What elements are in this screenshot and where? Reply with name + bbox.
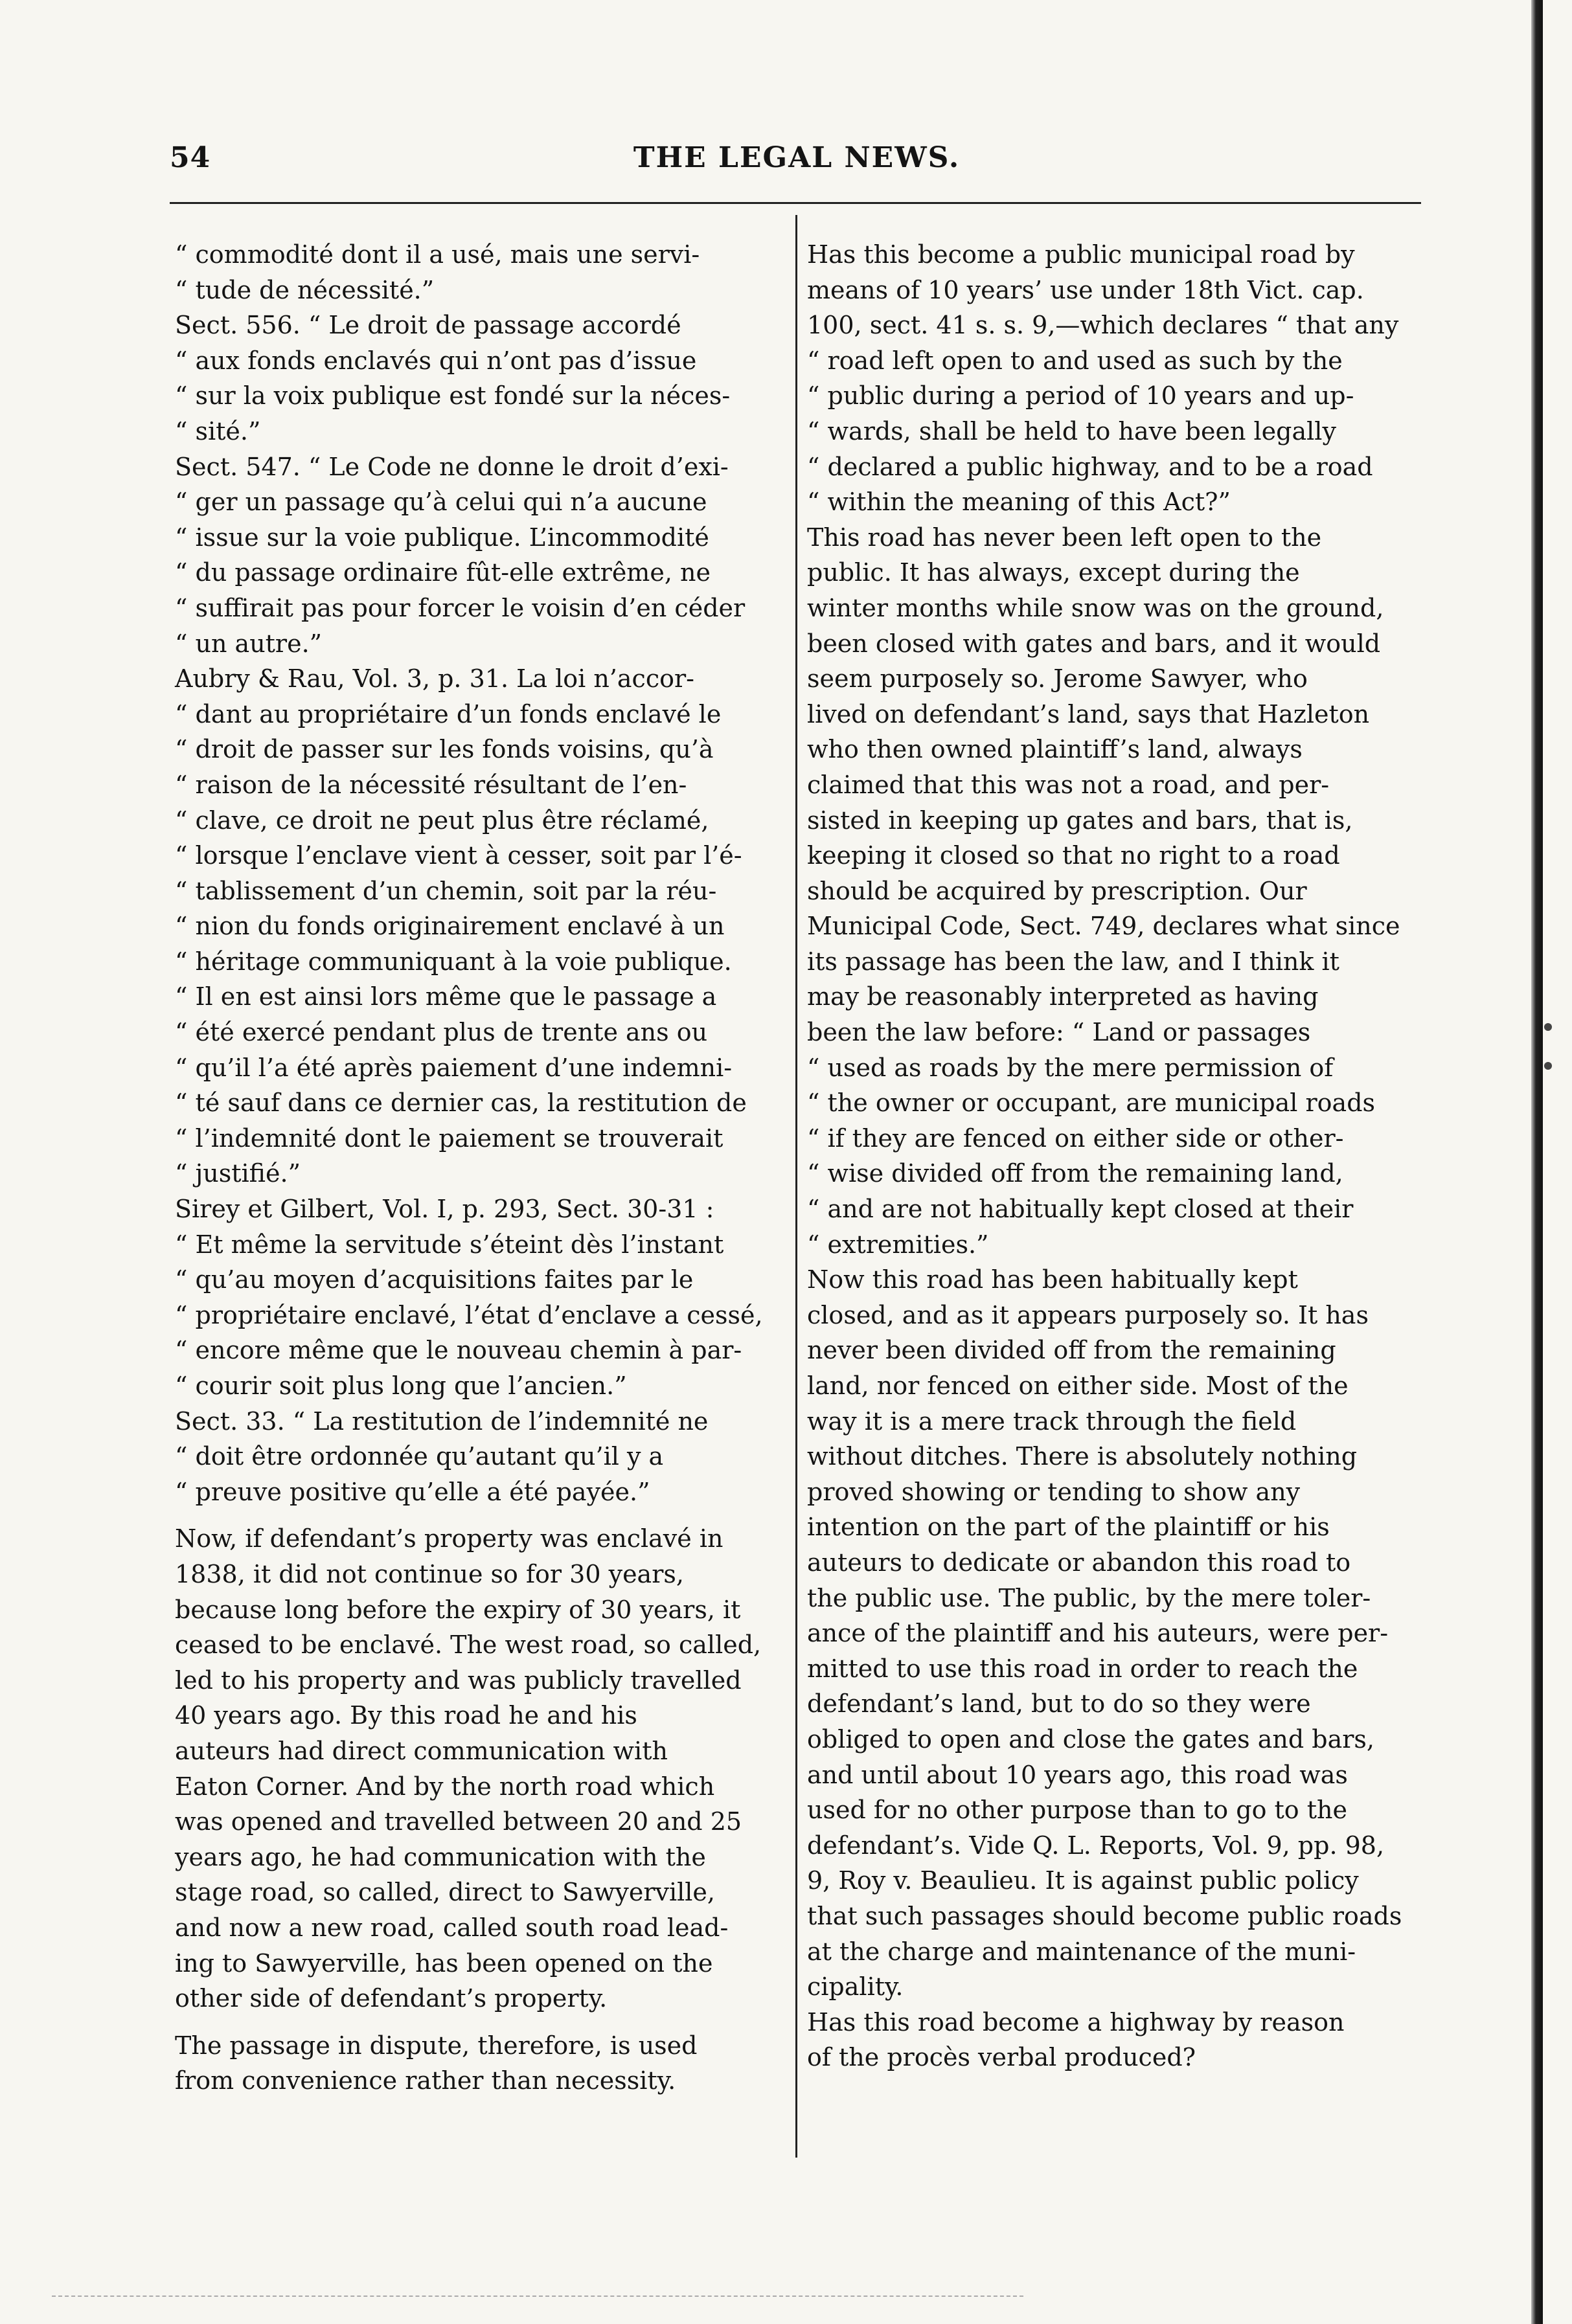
text-line: 1838, it did not continue so for 30 years,	[175, 1559, 684, 1588]
text-line: stage road, so called, direct to Sawyerville,	[175, 1878, 715, 1907]
text-line: “ suffirait pas pour forcer le voisin d’en céder	[175, 593, 746, 622]
text-line: “ l’indemnité dont le paiement se trouverait	[175, 1123, 723, 1153]
text-line: auteurs had direct communication with	[175, 1736, 668, 1765]
running-head-title: THE LEGAL NEWS.	[633, 141, 961, 174]
text-line: “ raison de la nécessité résultant de l’en-	[175, 770, 687, 799]
text-line: lived on defendant’s land, says that Hazleton	[807, 699, 1370, 728]
page-number: 54	[170, 141, 211, 174]
scan-speckle-line	[52, 2296, 1023, 2297]
text-line: Sect. 547. “ Le Code ne donne le droit d’exi-	[175, 452, 729, 481]
text-line: years ago, he had communication with the	[175, 1842, 706, 1871]
text-line: the public use. The public, by the mere toler-	[807, 1583, 1371, 1612]
text-line: way it is a mere track through the field	[807, 1406, 1297, 1436]
text-line: proved showing or tending to show any	[807, 1477, 1301, 1506]
text-line: “ clave, ce droit ne peut plus être réclamé,	[175, 806, 709, 835]
paragraph-gap	[175, 2016, 780, 2028]
page-edge-shadow	[1531, 0, 1543, 2324]
text-line: winter months while snow was on the ground,	[807, 593, 1384, 622]
text-line: “ and are not habitually kept closed at their	[807, 1195, 1354, 1224]
text-line: “ public during a period of 10 years and up-	[807, 381, 1354, 411]
text-line: auteurs to dedicate or abandon this road to	[807, 1548, 1351, 1577]
text-line: Has this road become a highway by reason	[807, 2007, 1345, 2036]
right-column	[807, 237, 1412, 2075]
text-line: “ used as roads by the mere permission of	[807, 1053, 1334, 1082]
text-line: “ tude de nécessité.”	[175, 275, 435, 304]
text-line: “ lorsque l’enclave vient à cesser, soit par l’é-	[175, 841, 742, 870]
text-line: “ sur la voix publique est fondé sur la néces-	[175, 381, 731, 411]
text-line: may be reasonably interpreted as having	[807, 982, 1319, 1011]
text-line: been closed with gates and bars, and it would	[807, 629, 1381, 658]
text-line: means of 10 years’ use under 18th Vict. cap.	[807, 275, 1364, 304]
text-line: never been divided off from the remaining	[807, 1336, 1336, 1365]
text-line: This road has never been left open to the	[807, 523, 1322, 552]
text-line: and until about 10 years ago, this road was	[807, 1760, 1348, 1789]
text-line: “ preuve positive qu’elle a été payée.”	[175, 1477, 650, 1506]
paragraph-gap	[175, 1509, 780, 1521]
text-line: defendant’s land, but to do so they were	[807, 1689, 1311, 1719]
text-line: “ qu’il l’a été après paiement d’une indemni-	[175, 1053, 733, 1082]
text-line: “ courir soit plus long que l’ancien.”	[175, 1371, 627, 1400]
text-line: its passage has been the law, and I think it	[807, 947, 1339, 976]
text-line: “ nion du fonds originairement enclavé à un	[175, 912, 725, 941]
text-line: that such passages should become public roads	[807, 1901, 1402, 1930]
text-line: who then owned plaintiff’s land, always	[807, 735, 1303, 764]
text-line: without ditches. There is absolutely nothing	[807, 1442, 1358, 1471]
page-edge-mark	[1544, 1062, 1552, 1070]
text-line: was opened and travelled between 20 and 25	[175, 1807, 742, 1836]
text-line: seem purposely so. Jerome Sawyer, who	[807, 664, 1308, 694]
text-line: “ ger un passage qu’à celui qui n’a aucune	[175, 488, 707, 517]
text-line: “ declared a public highway, and to be a road	[807, 452, 1373, 481]
text-line: The passage in dispute, therefore, is used	[175, 2031, 698, 2060]
text-line: “ tablissement d’un chemin, soit par la réu-	[175, 876, 717, 905]
text-line: Aubry & Rau, Vol. 3, p. 31. La loi n’accor-	[175, 664, 694, 694]
left-column	[175, 237, 780, 2099]
column-divider	[795, 215, 797, 2158]
text-line: of the procès verbal produced?	[807, 2043, 1196, 2072]
text-line: should be acquired by prescription. Our	[807, 876, 1307, 905]
text-line: been the law before: “ Land or passages	[807, 1018, 1311, 1047]
text-line: Has this become a public municipal road by	[807, 240, 1355, 269]
text-line: “ encore même que le nouveau chemin à par-	[175, 1336, 742, 1365]
text-line: “ du passage ordinaire fût-elle extrême, ne	[175, 558, 711, 587]
text-line: “ droit de passer sur les fonds voisins, qu’à	[175, 735, 714, 764]
text-line: “ within the meaning of this Act?”	[807, 488, 1231, 517]
text-line: led to his property and was publicly travelled	[175, 1665, 742, 1695]
text-line: “ Et même la servitude s’éteint dès l’instant	[175, 1230, 724, 1259]
text-line: “ Il en est ainsi lors même que le passage a	[175, 982, 717, 1011]
text-line: “ doit être ordonnée qu’autant qu’il y a	[175, 1442, 664, 1471]
text-line: “ dant au propriétaire d’un fonds enclavé le	[175, 699, 722, 728]
text-line: “ propriétaire enclavé, l’état d’enclave a cessé,	[175, 1300, 763, 1329]
text-line: 100, sect. 41 s. s. 9,—which declares “ that any	[807, 311, 1399, 340]
text-line: ceased to be enclavé. The west road, so called,	[175, 1630, 762, 1660]
text-line: “ té sauf dans ce dernier cas, la restitution de	[175, 1089, 747, 1118]
text-line: sisted in keeping up gates and bars, that is,	[807, 806, 1353, 835]
text-line: Eaton Corner. And by the north road which	[175, 1772, 715, 1801]
text-line: Sect. 33. “ La restitution de l’indemnité ne	[175, 1406, 709, 1436]
text-line: “ été exercé pendant plus de trente ans ou	[175, 1018, 708, 1047]
text-line: defendant’s. Vide Q. L. Reports, Vol. 9, pp. 98,	[807, 1831, 1385, 1860]
text-line: “ road left open to and used as such by the	[807, 346, 1343, 375]
text-line: Now, if defendant’s property was enclavé in	[175, 1524, 723, 1553]
text-line: “ qu’au moyen d’acquisitions faites par le	[175, 1265, 694, 1294]
text-line: Now this road has been habitually kept	[807, 1265, 1298, 1294]
text-line: mitted to use this road in order to reach the	[807, 1654, 1358, 1683]
text-line: Municipal Code, Sect. 749, declares what since	[807, 912, 1400, 941]
text-line: “ the owner or occupant, are municipal roads	[807, 1089, 1376, 1118]
text-line: “ issue sur la voie publique. L’incommodité	[175, 523, 709, 552]
text-line: “ extremities.”	[807, 1230, 989, 1259]
text-line: “ héritage communiquant à la voie publique.	[175, 947, 732, 976]
text-line: other side of defendant’s property.	[175, 1984, 608, 2013]
text-line: land, nor fenced on either side. Most of the	[807, 1371, 1349, 1400]
text-line: claimed that this was not a road, and per-	[807, 770, 1330, 799]
text-line: ance of the plaintiff and his auteurs, were per-	[807, 1619, 1389, 1648]
text-line: “ aux fonds enclavés qui n’ont pas d’issue	[175, 346, 697, 375]
page-edge-mark	[1544, 1023, 1552, 1031]
text-line: public. It has always, except during the	[807, 558, 1300, 587]
text-line: “ if they are fenced on either side or other-	[807, 1123, 1344, 1153]
text-line: 40 years ago. By this road he and his	[175, 1701, 637, 1730]
text-line: 9, Roy v. Beaulieu. It is against public policy	[807, 1866, 1359, 1895]
text-line: cipality.	[807, 1972, 904, 2002]
text-line: obliged to open and close the gates and bars,	[807, 1724, 1375, 1754]
text-line: at the charge and maintenance of the muni-	[807, 1937, 1356, 1966]
text-line: from convenience rather than necessity.	[175, 2066, 676, 2095]
text-line: “ wards, shall be held to have been legally	[807, 416, 1336, 446]
text-line: “ justifié.”	[175, 1159, 301, 1188]
header-rule	[170, 202, 1421, 204]
text-line: and now a new road, called south road lead-	[175, 1913, 729, 1942]
text-line: Sect. 556. “ Le droit de passage accordé	[175, 311, 681, 340]
text-line: because long before the expiry of 30 years, it	[175, 1595, 741, 1624]
text-line: closed, and as it appears purposely so. It has	[807, 1300, 1369, 1329]
text-line: Sirey et Gilbert, Vol. I, p. 293, Sect. 30-31 :	[175, 1195, 714, 1224]
text-line: “ wise divided off from the remaining land,	[807, 1159, 1343, 1188]
text-line: ing to Sawyerville, has been opened on the	[175, 1948, 713, 1978]
text-line: “ commodité dont il a usé, mais une servi-	[175, 240, 700, 269]
text-line: intention on the part of the plaintiff or his	[807, 1513, 1330, 1542]
text-line: used for no other purpose than to go to the	[807, 1796, 1347, 1825]
text-line: “ sité.”	[175, 416, 261, 446]
text-line: keeping it closed so that no right to a road	[807, 841, 1340, 870]
text-line: “ un autre.”	[175, 629, 323, 658]
